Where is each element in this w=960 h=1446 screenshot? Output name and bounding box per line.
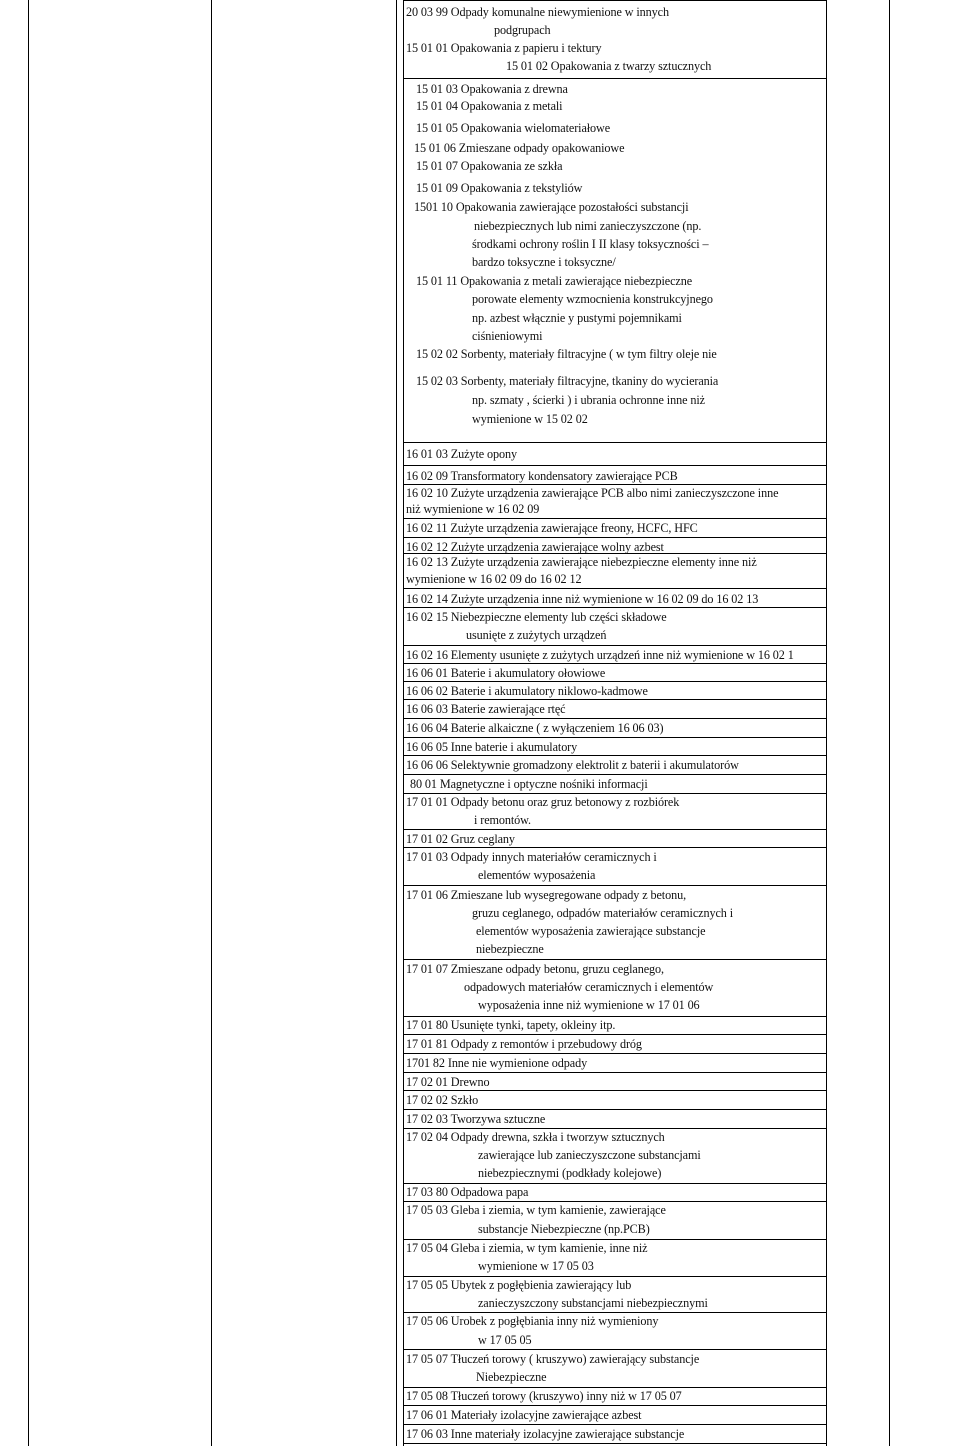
entry-line: wyposażenia inne niż wymienione w 17 01 06: [478, 998, 700, 1012]
table-row: [404, 519, 826, 538]
entry-line: 15 01 03 Opakowania z drewna: [416, 82, 568, 96]
table-row: [404, 466, 826, 485]
table-row: [404, 1388, 826, 1406]
entry-line: 16 06 03 Baterie zawierające rtęć: [406, 702, 566, 716]
table-row: [404, 646, 826, 664]
entry-line: porowate elementy wzmocnienia konstrukcyjnego: [472, 292, 713, 306]
entry-line: niebezpiecznych lub nimi zanieczyszczone (np.: [474, 219, 702, 233]
table-row: [404, 608, 826, 646]
entry-line: substancje Niebezpieczne (np.PCB): [478, 1222, 650, 1236]
entry-line: 16 02 12 Zużyte urządzenia zawierające wolny azbest: [406, 540, 664, 554]
table-row: [404, 443, 826, 466]
entry-line: 17 02 01 Drewno: [406, 1075, 490, 1089]
table-row: [404, 1240, 826, 1277]
entry-line: 15 01 01 Opakowania z papieru i tektury: [406, 41, 602, 55]
entry-line: wymienione w 17 05 03: [478, 1259, 594, 1273]
entry-line: 17 05 08 Tłuczeń torowy (kruszywo) inny niż w 17 05 07: [406, 1389, 682, 1403]
entry-line: 16 02 15 Niebezpieczne elementy lub części składowe: [406, 610, 667, 624]
entry-line: 16 02 09 Transformatory kondensatory zawierające PCB: [406, 469, 678, 483]
entry-line: 17 01 01 Odpady betonu oraz gruz betonowy z rozbiórek: [406, 795, 680, 809]
table-row: [404, 1184, 826, 1202]
table-row: [404, 1054, 826, 1073]
table-row: [404, 700, 826, 719]
entry-line: usunięte z zużytych urządzeń: [466, 628, 607, 642]
table-row: [404, 1091, 826, 1110]
entry-line: niż wymienione w 16 02 09: [406, 502, 540, 516]
entry-line: 17 01 03 Odpady innych materiałów ceramicznych i: [406, 850, 657, 864]
entry-line: 17 06 01 Materiały izolacyjne zawierające azbest: [406, 1408, 642, 1422]
entry-line: 15 01 02 Opakowania z twarzy sztucznych: [506, 59, 712, 73]
entry-line: ciśnieniowymi: [472, 329, 543, 343]
entry-line: 80 01 Magnetyczne i optyczne nośniki informacji: [410, 777, 648, 791]
entry-line: 16 06 05 Inne baterie i akumulatory: [406, 740, 578, 754]
entry-line: 15 01 09 Opakowania z tekstyliów: [416, 181, 583, 195]
vertical-rule: [211, 0, 212, 1446]
entry-line: 16 06 02 Baterie i akumulatory niklowo-kadmowe: [406, 684, 648, 698]
entry-line: Niebezpieczne: [476, 1370, 547, 1384]
entry-line: 1501 10 Opakowania zawierające pozostałości substancji: [414, 200, 689, 214]
table-row: [404, 830, 826, 848]
entry-line: zanieczyszczony substancjami niebezpiecznymi: [478, 1296, 708, 1310]
table-row: [404, 1110, 826, 1129]
entry-line: podgrupach: [494, 23, 551, 37]
entry-line: 17 01 80 Usunięte tynki, tapety, okleiny itp.: [406, 1018, 616, 1032]
table-row: [404, 1073, 826, 1091]
table-row: [404, 1313, 826, 1350]
entry-line: 20 03 99 Odpady komunalne niewymienione w innych: [406, 5, 669, 19]
entry-line: 16 02 14 Zużyte urządzenia inne niż wymienione w 16 02 09 do 16 02 13: [406, 592, 759, 606]
entry-line: 16 06 04 Baterie alkaiczne ( z wyłączeniem 16 06 03): [406, 721, 664, 735]
table-row: [404, 0, 826, 79]
vertical-rule: [396, 0, 397, 1446]
entry-line: 16 06 06 Selektywnie gromadzony elektrolit z baterii i akumulatorów: [406, 758, 739, 772]
table-row: [404, 1202, 826, 1240]
table-row: [404, 794, 826, 830]
entry-line: 1701 82 Inne nie wymienione odpady: [406, 1056, 588, 1070]
entry-line: np. szmaty , ścierki ) i ubrania ochronne inne niż: [472, 393, 705, 407]
entry-line: 17 05 04 Gleba i ziemia, w tym kamienie, inne niż: [406, 1241, 648, 1255]
table-row: [404, 1425, 826, 1444]
table-row: [404, 738, 826, 756]
entry-line: 15 01 04 Opakowania z metali: [416, 99, 563, 113]
vertical-rule: [826, 0, 827, 1446]
table-row: [404, 554, 826, 589]
table-row: [404, 1017, 826, 1035]
table-row: [404, 538, 826, 554]
entry-line: 15 01 06 Zmieszane odpady opakowaniowe: [414, 141, 625, 155]
entry-line: niebezpiecznymi (podkłady kolejowe): [478, 1166, 662, 1180]
entry-line: 16 02 13 Zużyte urządzenia zawierające niebezpieczne elementy inne niż: [406, 555, 757, 569]
table-row: [404, 719, 826, 738]
entry-line: 15 01 05 Opakowania wielomateriałowe: [416, 121, 611, 135]
entry-line: 17 02 04 Odpady drewna, szkła i tworzyw sztucznych: [406, 1130, 665, 1144]
entry-line: wymienione w 15 02 02: [472, 412, 588, 426]
table-row: [404, 848, 826, 886]
entry-line: elementów wyposażenia zawierające substancje: [476, 924, 706, 938]
vertical-rule: [889, 0, 890, 1446]
entry-line: 17 01 02 Gruz ceglany: [406, 832, 515, 846]
entry-line: w 17 05 05: [478, 1333, 532, 1347]
table-row: [404, 1406, 826, 1425]
entry-line: wymienione w 16 02 09 do 16 02 12: [406, 572, 582, 586]
entry-line: 15 02 03 Sorbenty, materiały filtracyjne, tkaniny do wycierania: [416, 374, 719, 388]
entry-line: elementów wyposażenia: [478, 868, 596, 882]
table-row: [404, 589, 826, 608]
entry-line: bardzo toksyczne i toksyczne/: [472, 255, 616, 269]
entry-line: 17 06 03 Inne materiały izolacyjne zawierające substancje: [406, 1427, 685, 1441]
vertical-rule: [28, 0, 29, 1446]
entry-line: zawierające lub zanieczyszczone substancjami: [478, 1148, 701, 1162]
entry-line: 17 05 06 Urobek z pogłębiania inny niż wymieniony: [406, 1314, 659, 1328]
table-row: [404, 886, 826, 960]
table-row: [404, 960, 826, 1017]
entry-line: 17 01 07 Zmieszane odpady betonu, gruzu ceglanego,: [406, 962, 664, 976]
entry-line: 15 01 07 Opakowania ze szkła: [416, 159, 563, 173]
entry-line: 17 05 03 Gleba i ziemia, w tym kamienie, zawierające: [406, 1203, 666, 1217]
entry-line: 16 02 16 Elementy usunięte z zużytych urządzeń inne niż wymienione w 16 02 1: [406, 648, 794, 662]
table-row: [404, 775, 826, 794]
table-row: [404, 1129, 826, 1184]
entry-line: 16 06 01 Baterie i akumulatory ołowiowe: [406, 666, 606, 680]
entry-line: np. azbest włącznie y pustymi pojemnikami: [472, 311, 682, 325]
table-row: [404, 1350, 826, 1388]
table-row: [404, 485, 826, 519]
entry-line: 15 01 11 Opakowania z metali zawierające niebezpieczne: [416, 274, 693, 288]
table-row: [404, 1035, 826, 1054]
table-row: [404, 78, 826, 443]
entry-line: 17 05 05 Ubytek z pogłębienia zawierający lub: [406, 1278, 632, 1292]
entry-line: 17 05 07 Tłuczeń torowy ( kruszywo) zawierający substancje: [406, 1352, 700, 1366]
entry-line: odpadowych materiałów ceramicznych i elementów: [464, 980, 714, 994]
entry-line: 17 03 80 Odpadowa papa: [406, 1185, 529, 1199]
entry-line: 17 02 03 Tworzywa sztuczne: [406, 1112, 546, 1126]
table-row: [404, 664, 826, 682]
entry-line: 16 02 10 Zużyte urządzenia zawierające PCB albo nimi zanieczyszczone inne: [406, 486, 779, 500]
entry-line: 17 01 81 Odpady z remontów i przebudowy dróg: [406, 1037, 642, 1051]
entry-line: środkami ochrony roślin I II klasy toksyczności –: [472, 237, 709, 251]
entry-line: niebezpieczne: [476, 942, 544, 956]
entry-line: gruzu ceglanego, odpadów materiałów ceramicznych i: [472, 906, 733, 920]
entry-line: 17 02 02 Szkło: [406, 1093, 479, 1107]
entry-line: 16 02 11 Zużyte urządzenia zawierające freony, HCFC, HFC: [406, 521, 698, 535]
table-row: [404, 1277, 826, 1313]
table-row: [404, 682, 826, 700]
entry-line: i remontów.: [474, 813, 532, 827]
entry-line: 17 01 06 Zmieszane lub wysegregowane odpady z betonu,: [406, 888, 687, 902]
table-row: [404, 756, 826, 775]
entry-line: 15 02 02 Sorbenty, materiały filtracyjne ( w tym filtry oleje nie: [416, 347, 717, 361]
entry-line: 16 01 03 Zużyte opony: [406, 447, 517, 461]
